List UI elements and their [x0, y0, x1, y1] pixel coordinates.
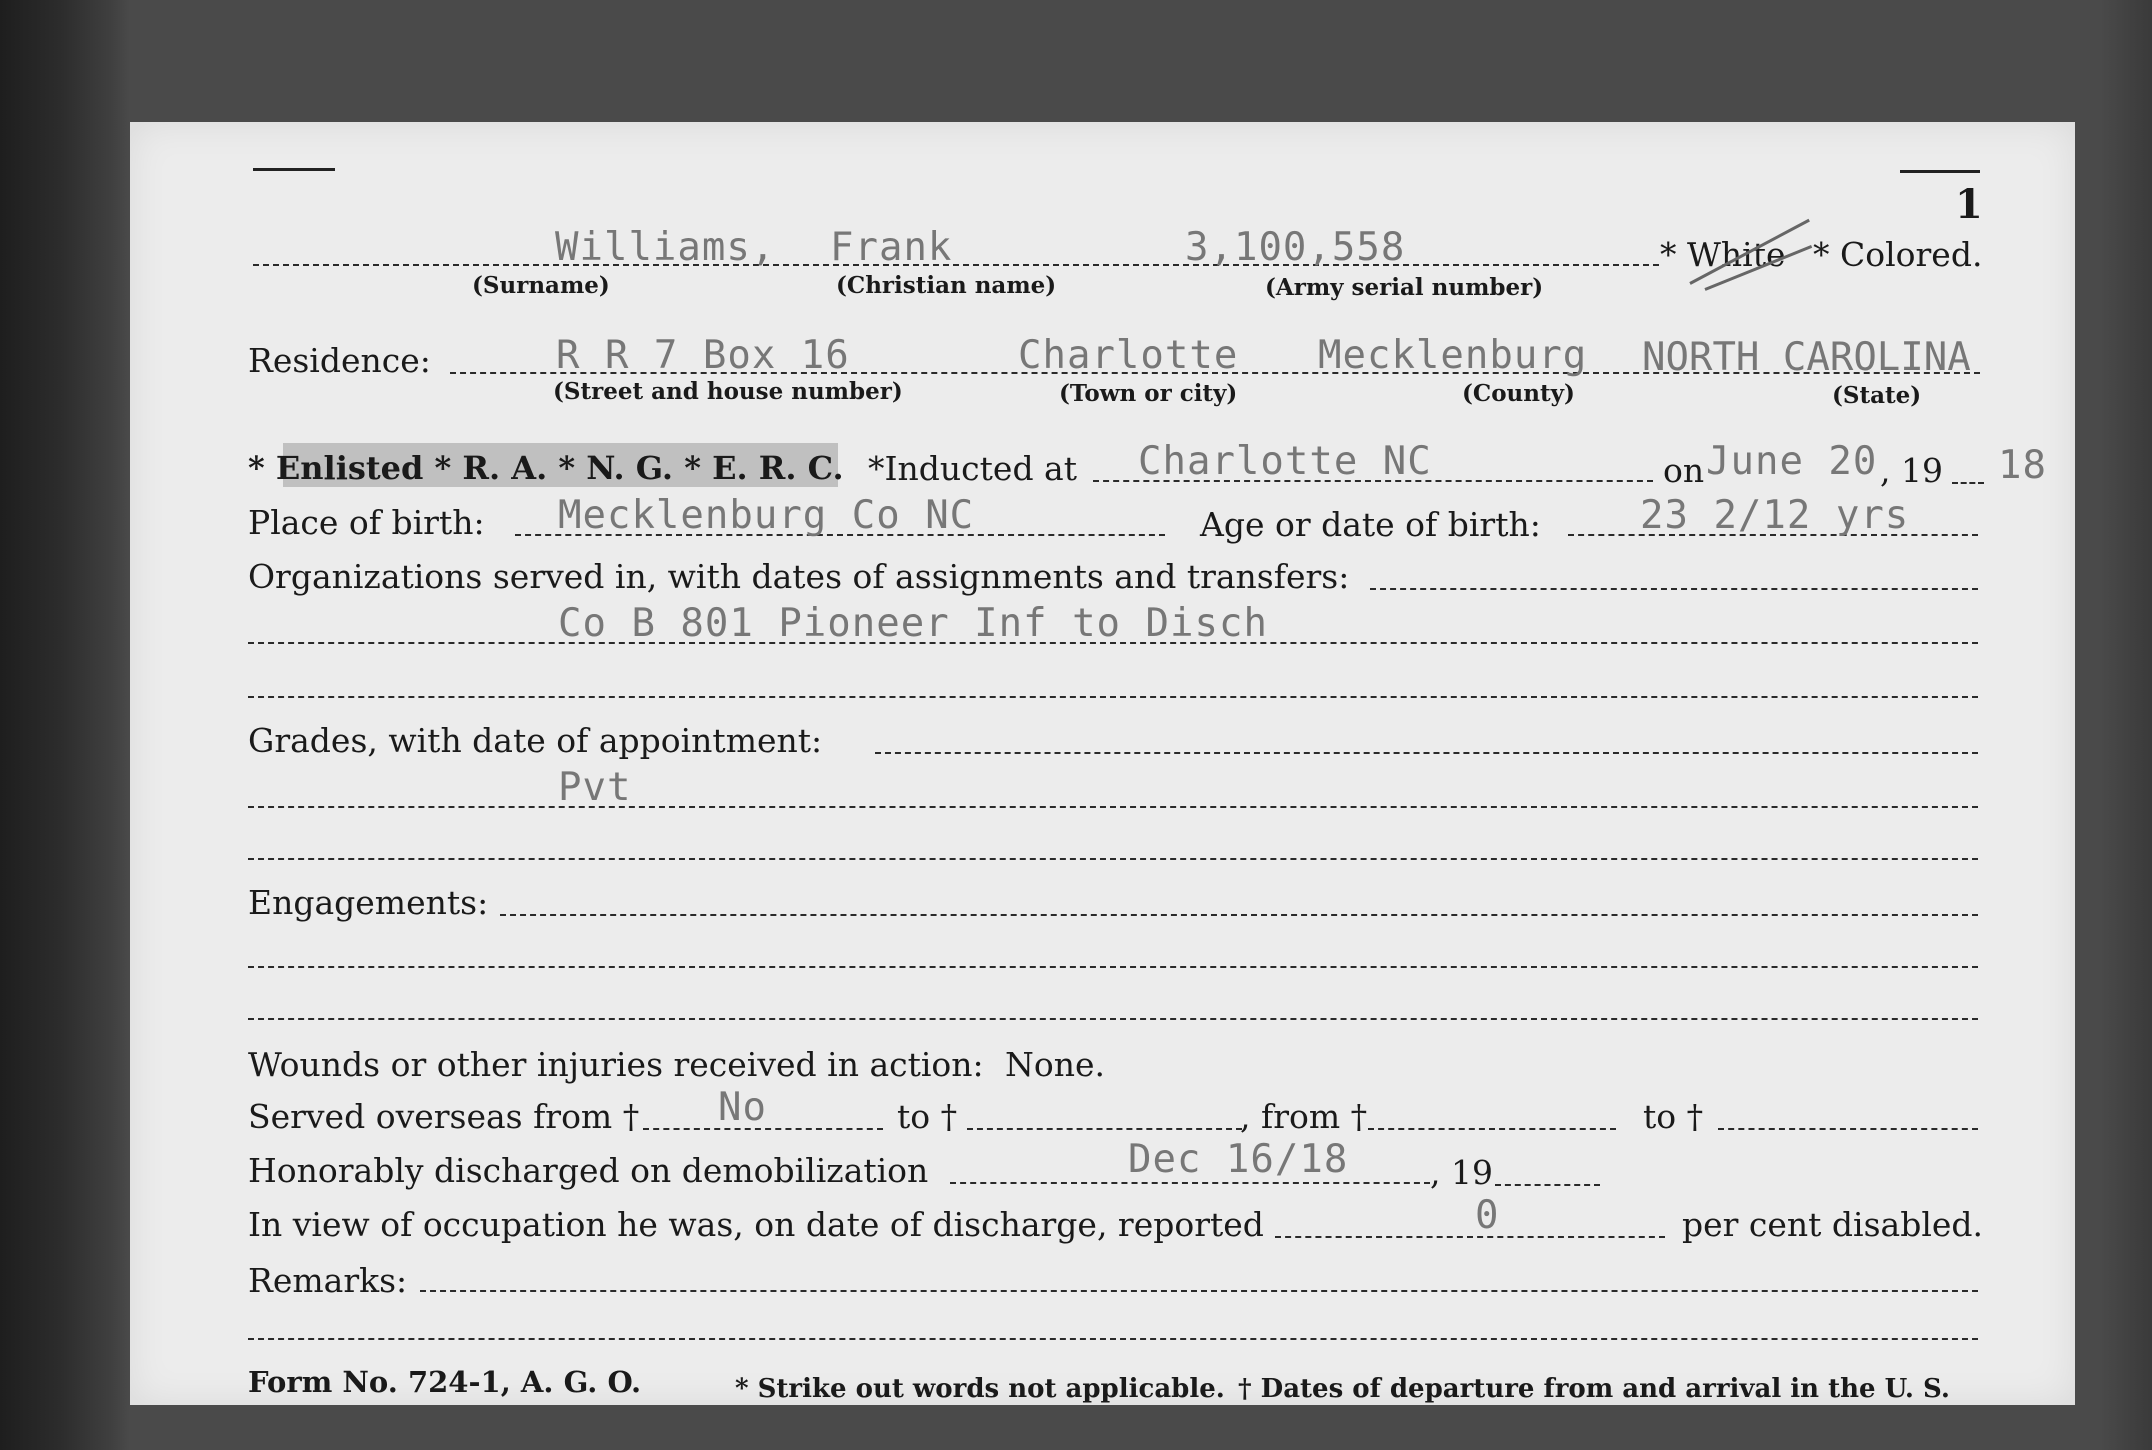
- county-caption: (County): [1462, 380, 1575, 407]
- inducted-place-value: Charlotte NC: [1138, 439, 1432, 484]
- year-line: [1952, 482, 1984, 484]
- age-label: Age or date of birth:: [1200, 505, 1541, 544]
- dates-note: † Dates of departure from and arrival in the U. S.: [1238, 1374, 1950, 1404]
- discharge-label: Honorably discharged on demobilization: [248, 1151, 929, 1190]
- overseas-to-label: to †: [897, 1097, 958, 1136]
- residence-county-value: Mecklenburg: [1318, 333, 1588, 378]
- surname-value: Williams,: [555, 225, 776, 270]
- residence-street-value: R R 7 Box 16: [556, 333, 850, 378]
- place-of-birth-label: Place of birth:: [248, 503, 485, 542]
- organizations-label: Organizations served in, with dates of assignments and transfers:: [248, 557, 1350, 596]
- residence-state-value: NORTH CAROLINA: [1642, 335, 1971, 380]
- disability-line: [1275, 1236, 1665, 1238]
- grades-line-2: [248, 806, 1978, 808]
- engagements-line-3: [248, 1018, 1978, 1020]
- white-label: * White: [1660, 235, 1786, 274]
- wounds-label: Wounds or other injuries received in action:: [248, 1045, 984, 1084]
- induction-year-value: 18: [1998, 443, 2047, 488]
- top-right-rule: [1900, 170, 1980, 173]
- disability-label: In view of occupation he was, on date of discharge, reported: [248, 1205, 1264, 1244]
- state-caption: (State): [1832, 382, 1922, 409]
- grades-line-1: [875, 752, 1978, 754]
- overseas-to2-label: to †: [1643, 1097, 1704, 1136]
- serial-number-caption: (Army serial number): [1265, 274, 1544, 301]
- residence-label: Residence:: [248, 341, 431, 380]
- street-caption: (Street and house number): [553, 378, 903, 405]
- overseas-from2-label: , from †: [1240, 1097, 1368, 1136]
- organizations-line-3: [248, 696, 1978, 698]
- disability-value: 0: [1475, 1193, 1500, 1238]
- overseas-from2-line: [1368, 1128, 1616, 1130]
- serial-number-value: 3,100,558: [1185, 225, 1406, 270]
- on-label: on: [1663, 451, 1705, 490]
- place-of-birth-value: Mecklenburg Co NC: [558, 493, 975, 538]
- overseas-from-value: No: [718, 1085, 767, 1130]
- christian-name-caption: (Christian name): [836, 272, 1057, 299]
- wounds-value: None.: [1005, 1045, 1106, 1084]
- disability-suffix: per cent disabled.: [1682, 1205, 1984, 1244]
- engagements-line-1: [500, 914, 1978, 916]
- discharge-year-line: [1495, 1184, 1600, 1186]
- organizations-line-1: [1370, 588, 1978, 590]
- engagements-label: Engagements:: [248, 883, 489, 922]
- top-left-rule: [253, 168, 335, 171]
- induction-date-value: June 20: [1706, 439, 1878, 484]
- enlistment-types-struck: * Enlisted * R. A. * N. G. * E. R. C.: [248, 449, 844, 487]
- remarks-line-2: [248, 1338, 1978, 1340]
- colored-label: * Colored.: [1813, 235, 1983, 274]
- discharge-date-line: [950, 1182, 1430, 1184]
- remarks-label: Remarks:: [248, 1261, 408, 1300]
- engagements-line-2: [248, 966, 1978, 968]
- card-number: 1: [1955, 181, 1983, 228]
- year-prefix-label: , 19: [1880, 451, 1943, 490]
- grades-value: Pvt: [558, 765, 632, 810]
- strike-out-note: * Strike out words not applicable.: [735, 1374, 1225, 1404]
- grades-line-3: [248, 858, 1978, 860]
- served-overseas-label: Served overseas from †: [248, 1097, 640, 1136]
- form-number: Form No. 724-1, A. G. O.: [248, 1365, 642, 1399]
- grades-label: Grades, with date of appointment:: [248, 721, 823, 760]
- remarks-line-1: [420, 1290, 1978, 1292]
- residence-town-value: Charlotte: [1018, 333, 1239, 378]
- discharge-date-value: Dec 16/18: [1128, 1137, 1349, 1182]
- age-value: 23 2/12 yrs: [1640, 493, 1910, 538]
- name-line: [253, 264, 1659, 266]
- christian-name-value: Frank: [830, 225, 953, 270]
- discharge-year-prefix: , 19: [1430, 1153, 1493, 1192]
- surname-caption: (Surname): [472, 272, 610, 299]
- inducted-label: *Inducted at: [868, 449, 1077, 488]
- organizations-value: Co B 801 Pioneer Inf to Disch: [558, 601, 1268, 646]
- overseas-to2-line: [1718, 1128, 1978, 1130]
- overseas-to-line: [967, 1128, 1242, 1130]
- town-caption: (Town or city): [1059, 380, 1238, 407]
